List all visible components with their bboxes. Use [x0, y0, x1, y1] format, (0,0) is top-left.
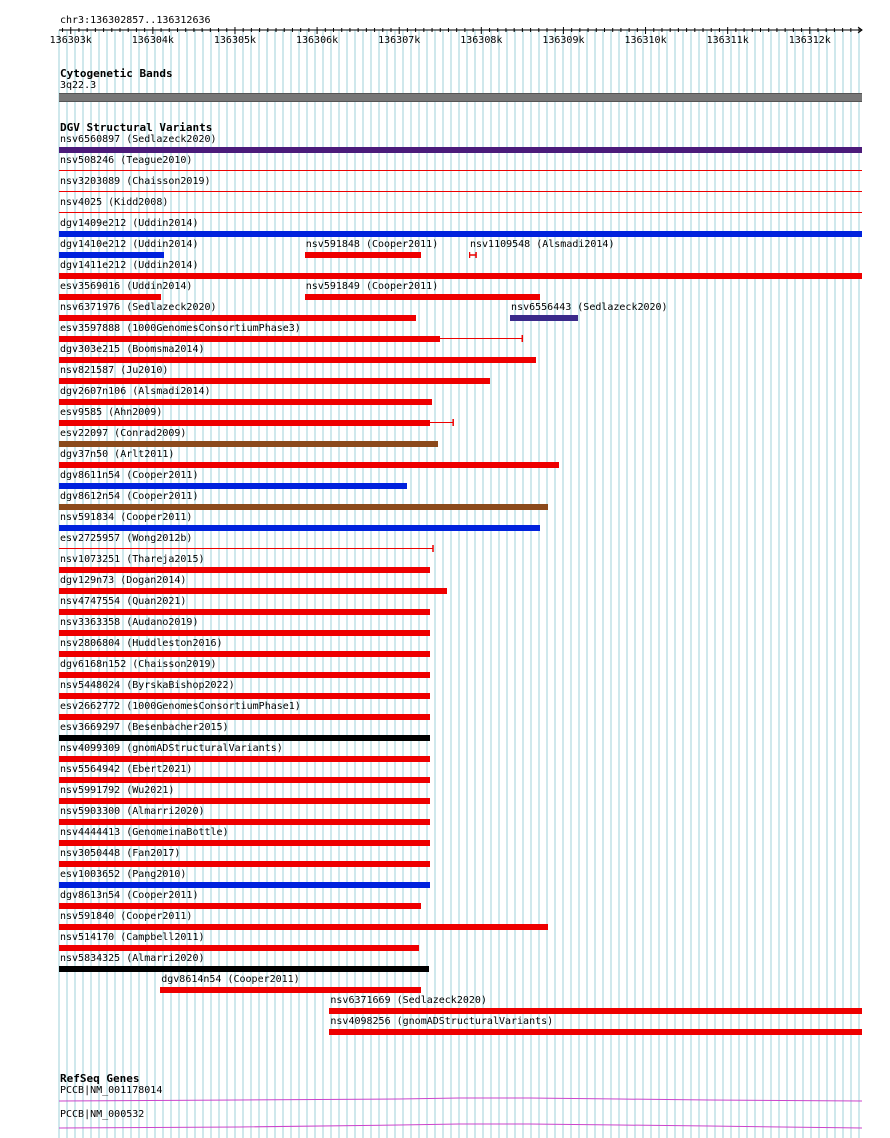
variant-label: nsv2806804 (Huddleston2016): [60, 638, 223, 649]
variant-label: nsv591840 (Cooper2011): [60, 911, 193, 922]
variant-bar[interactable]: [59, 588, 447, 594]
variant-label: nsv514170 (Campbell2011): [60, 932, 205, 943]
variant-label: nsv5448024 (ByrskaBishop2022): [60, 680, 235, 691]
variant-bar[interactable]: [59, 924, 548, 930]
gene-label: PCCB|NM_001178014: [60, 1085, 163, 1096]
variant-label: nsv4098256 (gnomADStructuralVariants): [330, 1016, 554, 1027]
variant-label: nsv6556443 (Sedlazeck2020): [511, 302, 668, 313]
variant-bar[interactable]: [59, 693, 430, 699]
variant-label: nsv508246 (Teague2010): [60, 155, 193, 166]
variant-label: nsv821587 (Ju2010): [60, 365, 169, 376]
variant-bar[interactable]: [59, 966, 429, 972]
variant-bar[interactable]: [59, 735, 430, 741]
gene-model-line[interactable]: [59, 1120, 862, 1132]
variant-label: nsv591834 (Cooper2011): [60, 512, 193, 523]
variant-line[interactable]: [59, 170, 862, 171]
ruler-tick-label: 136309k: [542, 35, 585, 46]
variant-whisker[interactable]: [440, 335, 523, 343]
variant-bar[interactable]: [59, 357, 536, 363]
ruler-tick-label: 136303k: [49, 35, 92, 46]
variant-label: dgv8613n54 (Cooper2011): [60, 890, 199, 901]
variant-label: dgv1410e212 (Uddin2014): [60, 239, 199, 250]
gene-label: PCCB|NM_000532: [60, 1109, 145, 1120]
variant-label: nsv1073251 (Thareja2015): [60, 554, 205, 565]
gene-intron-line[interactable]: [59, 1098, 862, 1101]
location-label: chr3:136302857..136312636: [60, 15, 211, 26]
variant-label: dgv8614n54 (Cooper2011): [161, 974, 300, 985]
variant-bar[interactable]: [59, 798, 430, 804]
ruler-tick-label: 136305k: [213, 35, 257, 46]
variant-bar[interactable]: [59, 672, 430, 678]
variant-bar[interactable]: [59, 273, 862, 279]
variant-label: esv9585 (Ahn2009): [60, 407, 163, 418]
dgv-track-title: DGV Structural Variants: [60, 121, 213, 134]
variant-bar[interactable]: [59, 819, 430, 825]
cytoband-label: 3q22.3: [60, 80, 97, 91]
variant-label: esv2725957 (Wong2012b): [60, 533, 193, 544]
variant-whisker[interactable]: [430, 419, 454, 427]
variant-bar[interactable]: [59, 525, 540, 531]
variant-label: nsv3050448 (Fan2017): [60, 848, 181, 859]
ruler-tick-label: 136312k: [788, 35, 831, 46]
variant-label: nsv6371669 (Sedlazeck2020): [330, 995, 487, 1006]
variant-bar[interactable]: [59, 399, 432, 405]
variant-label: esv3597888 (1000GenomesConsortiumPhase3): [60, 323, 301, 334]
variant-line[interactable]: [59, 548, 430, 549]
variant-bar[interactable]: [59, 651, 430, 657]
variant-bar[interactable]: [59, 840, 430, 846]
variant-bar[interactable]: [305, 294, 541, 300]
variant-label: esv3569016 (Uddin2014): [60, 281, 193, 292]
variant-bar[interactable]: [59, 630, 430, 636]
variant-bar[interactable]: [305, 252, 422, 258]
variant-bar[interactable]: [59, 483, 407, 489]
variant-label: nsv6560897 (Sedlazeck2020): [60, 134, 217, 145]
variant-label: dgv37n50 (Arlt2011): [60, 449, 175, 460]
variant-line[interactable]: [59, 212, 862, 213]
variant-bar[interactable]: [59, 294, 161, 300]
variant-bar[interactable]: [329, 1029, 862, 1035]
variant-bar[interactable]: [59, 567, 430, 573]
variant-bar[interactable]: [59, 378, 490, 384]
variant-bar[interactable]: [59, 462, 559, 468]
variant-bar[interactable]: [59, 420, 430, 426]
variant-label: nsv5834325 (Almarri2020): [60, 953, 205, 964]
variant-bar[interactable]: [59, 336, 440, 342]
variant-label: dgv8611n54 (Cooper2011): [60, 470, 199, 481]
variant-label: dgv6168n152 (Chaisson2019): [60, 659, 217, 670]
variant-bar[interactable]: [329, 1008, 862, 1014]
cytoband-track-title: Cytogenetic Bands: [60, 67, 173, 80]
variant-bar[interactable]: [59, 945, 419, 951]
variant-label: nsv1109548 (Alsmadi2014): [469, 239, 615, 250]
variant-bar[interactable]: [59, 504, 548, 510]
variant-label: nsv591848 (Cooper2011): [305, 239, 439, 250]
ruler-tick-label: 136307k: [378, 35, 421, 46]
variant-bar[interactable]: [59, 861, 430, 867]
cytoband-bar[interactable]: [59, 93, 862, 102]
variant-label: dgv8612n54 (Cooper2011): [60, 491, 199, 502]
variant-label: nsv5991792 (Wu2021): [60, 785, 175, 796]
gene-intron-line[interactable]: [59, 1124, 862, 1128]
variant-label: dgv129n73 (Dogan2014): [60, 575, 187, 586]
variant-label: esv3669297 (Besenbacher2015): [60, 722, 229, 733]
variant-line[interactable]: [59, 191, 862, 192]
variant-label: nsv3363358 (Audano2019): [60, 617, 199, 628]
variant-label: esv22097 (Conrad2009): [60, 428, 187, 439]
ruler-tick-label: 136304k: [131, 35, 174, 46]
ruler-tick-label: 136311k: [706, 35, 749, 46]
refseq-track-title: RefSeq Genes: [60, 1072, 140, 1085]
variant-bar[interactable]: [59, 882, 430, 888]
variant-label: nsv4099309 (gnomADStructuralVariants): [60, 743, 283, 754]
variant-bar[interactable]: [59, 441, 438, 447]
variant-label: nsv6371976 (Sedlazeck2020): [60, 302, 217, 313]
variant-bar[interactable]: [59, 777, 430, 783]
variant-bar[interactable]: [160, 987, 421, 993]
variant-label: nsv5903300 (Almarri2020): [60, 806, 205, 817]
variant-label: esv1003652 (Pang2010): [60, 869, 187, 880]
variant-label: nsv4747554 (Quan2021): [60, 596, 187, 607]
variant-bar[interactable]: [59, 903, 421, 909]
ruler-tick-label: 136308k: [460, 35, 503, 46]
variant-label: nsv5564942 (Ebert2021): [60, 764, 193, 775]
variant-bar[interactable]: [59, 609, 430, 615]
variant-bar[interactable]: [59, 147, 862, 153]
variant-label: nsv591849 (Cooper2011): [305, 281, 439, 292]
variant-label: nsv4025 (Kidd2008): [60, 197, 169, 208]
ruler-tick-label: 136306k: [296, 35, 339, 46]
variant-bar[interactable]: [59, 315, 416, 321]
variant-label: nsv3203089 (Chaisson2019): [60, 176, 211, 187]
variant-bar[interactable]: [59, 231, 862, 237]
variant-bar[interactable]: [59, 756, 430, 762]
variant-bar[interactable]: [510, 315, 578, 321]
variant-label: esv2662772 (1000GenomesConsortiumPhase1): [60, 701, 301, 712]
variant-bar[interactable]: [59, 714, 430, 720]
gene-model-line[interactable]: [59, 1096, 862, 1104]
variant-bracket[interactable]: [469, 251, 478, 259]
variant-label: dgv303e215 (Boomsma2014): [60, 344, 205, 355]
variant-label: dgv1409e212 (Uddin2014): [60, 218, 199, 229]
variant-label: dgv1411e212 (Uddin2014): [60, 260, 199, 271]
variant-bar[interactable]: [59, 252, 164, 258]
ruler-tick-label: 136310k: [624, 35, 667, 46]
variant-label: dgv2607n106 (Alsmadi2014): [60, 386, 211, 397]
variant-label: nsv4444413 (GenomeinaBottle): [60, 827, 229, 838]
variant-whisker[interactable]: [430, 545, 434, 553]
